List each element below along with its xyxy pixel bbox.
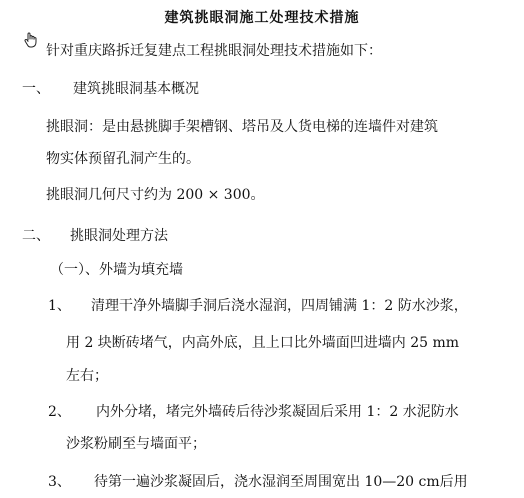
- list-item-line: 待第一遍沙浆凝固后，浇水湿润至周围宽出 10—20 cm后用: [94, 474, 468, 490]
- list-item-line: 沙浆粉刷至与墙面平；: [66, 436, 206, 452]
- section2-subheading: （一）、外墙为填充墙: [50, 262, 183, 278]
- list-item-line: 清理干净外墙脚手洞后浇水湿润，四周铺满 1：2 防水沙浆，: [91, 298, 468, 314]
- section1-number: 一、: [22, 81, 50, 97]
- section1-paragraph-line: 物实体预留孔洞产生的。: [46, 151, 200, 167]
- section1-size-text: 挑眼洞几何尺寸约为 200 × 300。: [46, 187, 265, 203]
- list-item-line: 左右；: [66, 368, 108, 384]
- list-item-number: 1、: [48, 298, 71, 314]
- intro-text: 针对重庆路拆迁复建点工程挑眼洞处理技术措施如下：: [46, 43, 382, 59]
- section1-paragraph-line: 挑眼洞：是由悬挑脚手架槽钢、塔吊及人货电梯的连墙件对建筑: [46, 119, 438, 135]
- list-item-line: 内外分堵，堵完外墙砖后待沙浆凝固后采用 1：2 水泥防水: [96, 404, 459, 420]
- list-item-number: 3、: [48, 474, 71, 490]
- section2-heading: 挑眼洞处理方法: [70, 228, 168, 244]
- list-item-line: 用 2 块断砖堵气，内高外底，且上口比外墙面凹进墙内 25 mm: [66, 335, 460, 351]
- list-item-number: 2、: [48, 404, 71, 420]
- section1-heading: 建筑挑眼洞基本概况: [73, 81, 199, 97]
- section2-number: 二、: [22, 228, 50, 244]
- document-title: 建筑挑眼洞施工处理技术措施: [164, 10, 360, 26]
- hand-pointer-icon: [22, 31, 40, 49]
